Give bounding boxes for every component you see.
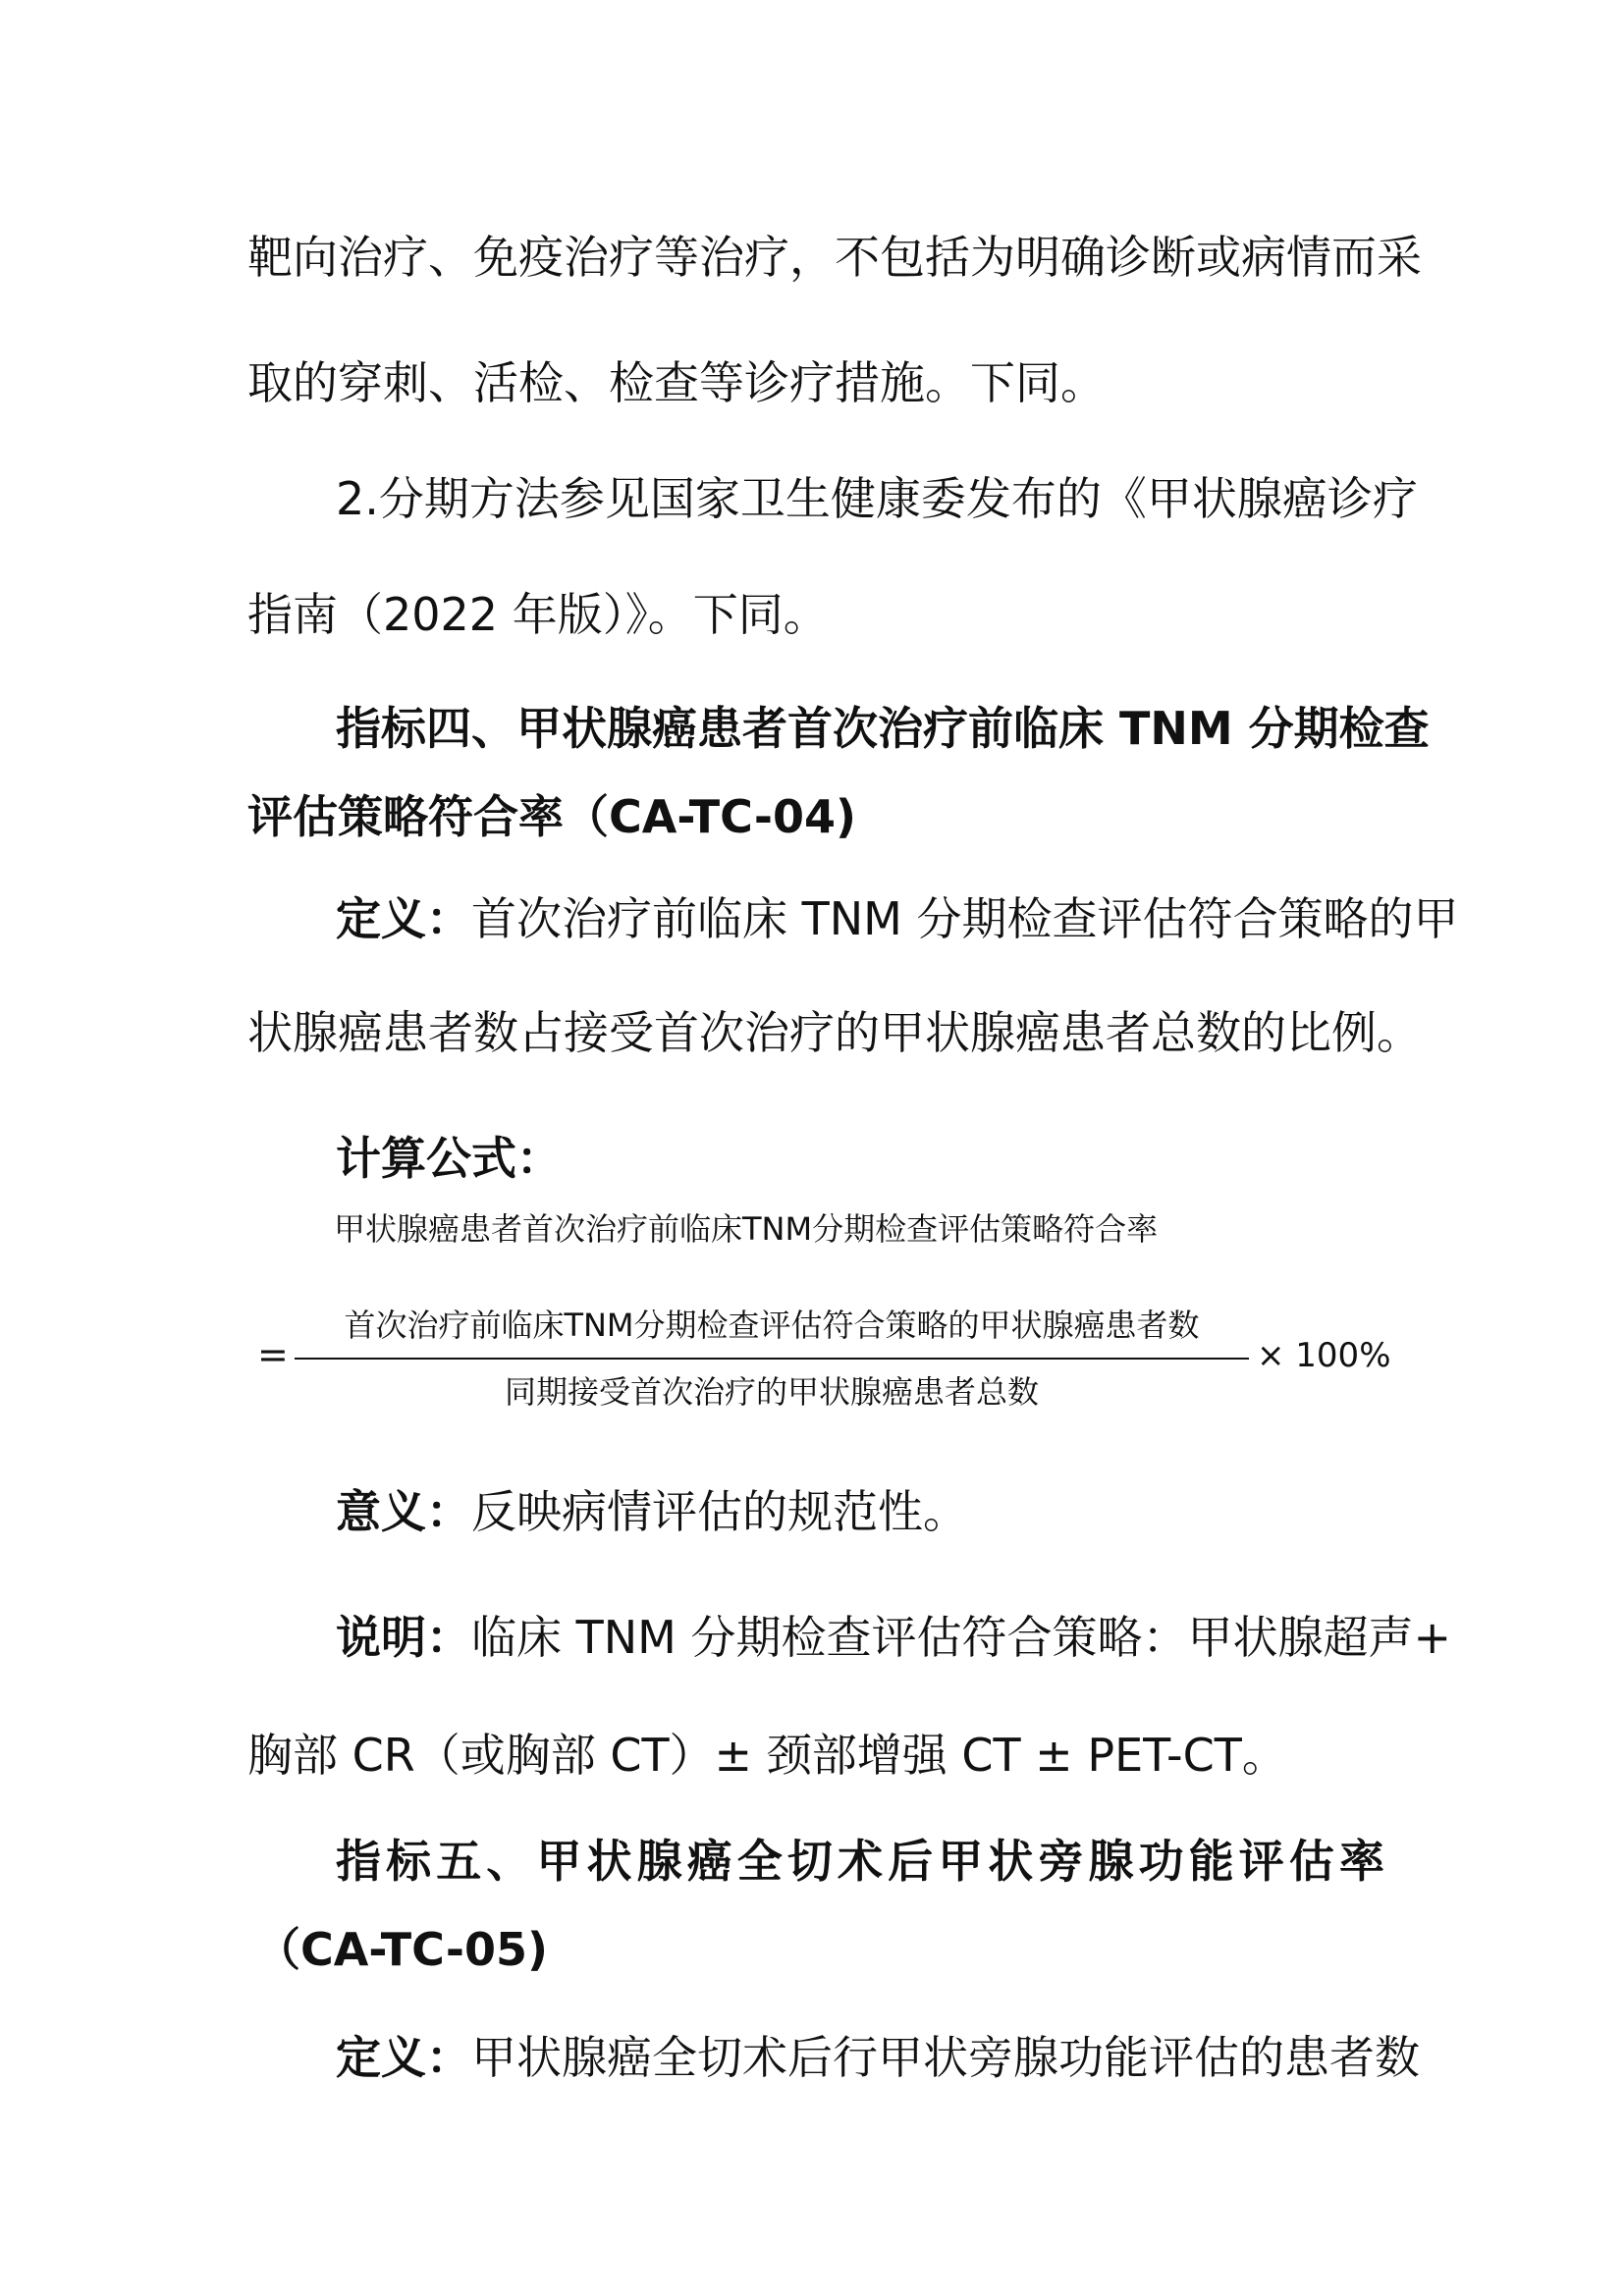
definition-label-5: 定义： bbox=[336, 2031, 471, 2084]
formula-numerator: 首次治疗前临床TNM分期检查评估符合策略的甲状腺癌患者数 bbox=[344, 1307, 1200, 1344]
meaning-text: 反映病情评估的规范性。 bbox=[471, 1485, 968, 1538]
formula-multiplier: × 100% bbox=[1257, 1336, 1391, 1375]
indicator4-definition-line-2: 状腺癌患者数占接受首次治疗的甲状腺癌患者总数的比例。 bbox=[247, 1006, 1422, 1059]
indicator4-note-line-2: 胸部 CR（或胸部 CT）± 颈部增强 CT ± PET-CT。 bbox=[247, 1729, 1287, 1782]
indicator4-note-line-1 bbox=[336, 1608, 1451, 1667]
formula-equals: = bbox=[257, 1333, 289, 1376]
body-line-1: 靶向治疗、免疫治疗等治疗，不包括为明确诊断或病情而采 bbox=[247, 231, 1422, 284]
definition-label: 定义： bbox=[336, 892, 471, 945]
formula-denominator: 同期接受首次治疗的甲状腺癌患者总数 bbox=[504, 1373, 1039, 1411]
indicator4-heading-line-2: 评估策略符合率（CA-TC-04) bbox=[247, 790, 857, 843]
note-item-2-line-1: 2.分期方法参见国家卫生健康委发布的《甲状腺癌诊疗 bbox=[336, 472, 1418, 525]
indicator5-definition-line-1 bbox=[336, 2028, 1420, 2087]
definition-text: 首次治疗前临床 TNM 分期检查评估符合策略的甲 bbox=[471, 892, 1459, 945]
indicator5-heading-line-1: 指标五、甲状腺癌全切术后甲状旁腺功能评估率 bbox=[336, 1835, 1384, 1888]
indicator4-heading-line-1: 指标四、甲状腺癌患者首次治疗前临床 TNM 分期检查 bbox=[336, 702, 1430, 755]
formula-title: 甲状腺癌患者首次治疗前临床TNM分期检查评估策略符合率 bbox=[334, 1210, 1159, 1248]
note-label: 说明： bbox=[336, 1611, 471, 1664]
indicator5-heading-line-2: （CA-TC-05) bbox=[255, 1923, 549, 1976]
definition-text-5: 甲状腺癌全切术后行甲状旁腺功能评估的患者数 bbox=[471, 2031, 1420, 2084]
indicator4-meaning bbox=[336, 1482, 968, 1541]
body-line-2: 取的穿刺、活检、检查等诊疗措施。下同。 bbox=[247, 356, 1106, 409]
note-item-2-line-2: 指南（2022 年版）》。下同。 bbox=[247, 588, 829, 641]
meaning-label: 意义： bbox=[336, 1485, 471, 1538]
note-text: 临床 TNM 分期检查评估符合策略：甲状腺超声+ bbox=[471, 1611, 1451, 1664]
indicator4-definition-line-1 bbox=[336, 889, 1459, 948]
formula-label: 计算公式： bbox=[336, 1132, 562, 1185]
formula-fraction-bar bbox=[295, 1358, 1249, 1360]
